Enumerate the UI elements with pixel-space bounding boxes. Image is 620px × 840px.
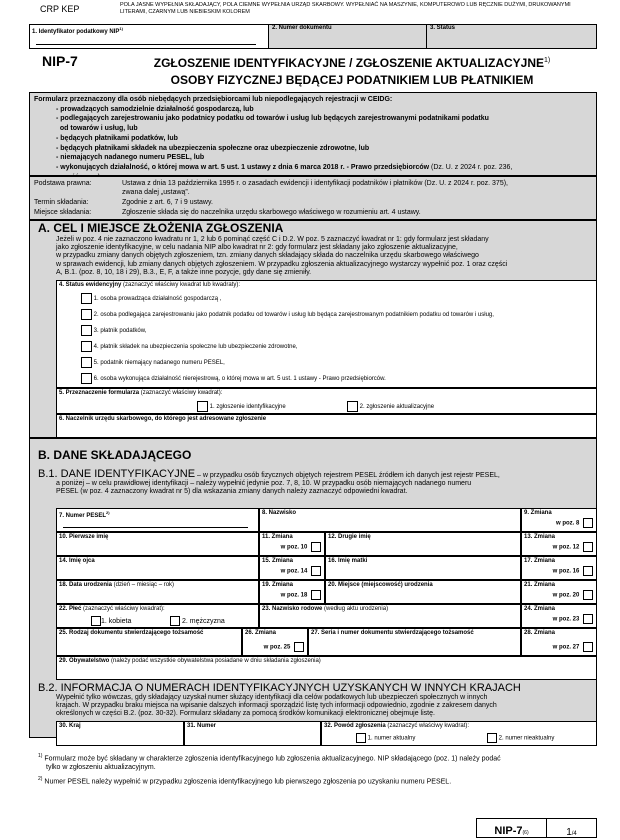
purpose-option-label: 2. zgłoszenie aktualizacyjne bbox=[359, 404, 435, 411]
reason-outdated[interactable] bbox=[487, 733, 554, 743]
checkbox[interactable] bbox=[81, 341, 92, 352]
citizenship-label: 29. Obywatelstwo bbox=[59, 658, 110, 664]
footnote-1b: tylko w zgłoszeniu aktualizacyjnym. bbox=[46, 764, 156, 772]
intro-heading: Formularz przeznaczony dla osób niebędących przedsiębiorcami lub niepodlegających rejestracji w CEIDG: bbox=[34, 96, 393, 103]
checkbox[interactable] bbox=[91, 616, 101, 626]
footnote-1: Formularz może być składany w charakterze zgłoszenia identyfikacyjnego lub zgłoszenia aktualizacyjnego. NIP składającego (poz. 1) należy podać bbox=[44, 755, 501, 763]
reason-hint: (zaznaczyć właściwy kwadrat): bbox=[385, 723, 470, 729]
place-label: Miejsce składania: bbox=[34, 209, 92, 216]
b2-title: B.2. INFORMACJA O NUMERACH IDENTYFIKACYJNYCH UZYSKANYCH W INNYCH KRAJACH bbox=[38, 682, 521, 694]
status-evidence-field bbox=[56, 280, 597, 388]
change-label: 26. Zmiana bbox=[245, 630, 277, 636]
status-option-label: 3. płatnik podatków, bbox=[93, 328, 147, 335]
footer-form: NIP-7 bbox=[494, 825, 523, 837]
change-19[interactable] bbox=[259, 580, 325, 604]
checkbox[interactable] bbox=[583, 542, 593, 552]
status-option-label: 4. płatnik składek na ubezpieczenia społeczne lub ubezpieczenie zdrowotne, bbox=[93, 344, 298, 351]
sex-female[interactable] bbox=[91, 616, 131, 626]
status-option-2[interactable] bbox=[81, 309, 494, 320]
birth-date-hint: (dzień – miesiąc – rok) bbox=[112, 582, 175, 588]
intro-bullet: - wykonujących działalność, o której mowa w art. 5 ust. 1 ustawy z dnia 6 marca 2018 r. - Prawo przedsiębiorców bbox=[56, 163, 430, 171]
checkbox[interactable] bbox=[356, 733, 366, 743]
intro-bullet: - prowadzących samodzielnie działalność gospodarczą, lub bbox=[56, 105, 254, 113]
change-11[interactable] bbox=[259, 532, 325, 556]
change-poz: w poz. 8 bbox=[555, 520, 580, 527]
legal-box bbox=[29, 176, 597, 220]
change-9[interactable] bbox=[521, 508, 597, 532]
pesel-boxes bbox=[63, 523, 248, 528]
title-line1: ZGŁOSZENIE IDENTYFIKACYJNE / ZGŁOSZENIE AKTUALIZACYJNE bbox=[153, 56, 544, 70]
checkbox[interactable] bbox=[583, 642, 593, 652]
section-a-desc-line: w przypadku zmiany danych objętych zgłoszeniem, tzn. zmiany danych składający składa do naczelnika urzędu skarbowego właściwego bbox=[56, 252, 479, 260]
change-label: 11. Zmiana bbox=[262, 534, 293, 540]
change-poz: w poz. 14 bbox=[280, 568, 308, 575]
form-code: NIP-7 bbox=[42, 53, 78, 69]
sex-option-label: 2. mężczyzna bbox=[181, 617, 225, 625]
doc-number-field bbox=[269, 24, 427, 49]
title-sup: 1) bbox=[544, 57, 551, 64]
status-label: 3. Status bbox=[430, 25, 456, 31]
change-label: 9. Zmiana bbox=[524, 510, 552, 516]
birth-surname-hint: (według aktu urodzenia) bbox=[322, 606, 389, 612]
status-option-3[interactable] bbox=[81, 325, 146, 336]
id-doc-type-field[interactable] bbox=[56, 628, 242, 656]
checkbox[interactable] bbox=[81, 309, 92, 320]
section-a-desc-line: jako zgłoszenie identyfikacyjne, w celu nadania NIP albo kwadrat nr 2: gdy formularz jest składany jako zgłoszenie aktualizacyjne, bbox=[56, 244, 458, 252]
section-a-desc-line: A, B.1. (poz. 8, 10, 18 i 29), B.3., E, F, a także inne pozycje, gdy dane się zmieniły. bbox=[56, 268, 312, 276]
mother-name-label: 16. Imię matki bbox=[328, 558, 368, 564]
checkbox[interactable] bbox=[311, 566, 321, 576]
footnotes bbox=[38, 752, 593, 787]
country-label: 30. Kraj bbox=[59, 723, 81, 729]
change-15[interactable] bbox=[259, 556, 325, 580]
status-option-label: 6. osoba wykonująca działalność nierejestrową, o której mowa w art. 5 ust. 1 ustawy - Prawo przedsiębiorców. bbox=[93, 376, 386, 383]
intro-bullet: - niemających nadanego numeru PESEL, lub bbox=[56, 154, 205, 162]
foreign-number-field[interactable] bbox=[184, 721, 321, 746]
reason-option-label: 2. numer nieaktualny bbox=[498, 735, 555, 742]
change-label: 28. Zmiana bbox=[524, 630, 556, 636]
status-option-4[interactable] bbox=[81, 341, 297, 352]
b1-desc: – w przypadku osób fizycznych objętych rejestrem PESEL źródłem ich danych jest rejestr PESEL, bbox=[195, 472, 500, 479]
place-text: Zgłoszenie składa się do naczelnika urzędu skarbowego właściwego w rozumieniu art. 4 ustawy. bbox=[122, 209, 421, 216]
footnote-mark: 1) bbox=[38, 753, 43, 759]
second-name-field[interactable] bbox=[325, 532, 521, 556]
intro-box bbox=[29, 92, 597, 176]
change-label: 13. Zmiana bbox=[524, 534, 556, 540]
birth-place-field[interactable] bbox=[325, 580, 521, 604]
checkbox[interactable] bbox=[81, 357, 92, 368]
nip-sup: 1) bbox=[119, 26, 123, 31]
citizenship-field[interactable] bbox=[56, 656, 597, 680]
status-option-5[interactable] bbox=[81, 357, 225, 368]
change-21[interactable] bbox=[521, 580, 597, 604]
pesel-sup: 2) bbox=[106, 510, 110, 515]
b2-desc-line: określonych w części B.2. (poz. 30-32). Formularz składany za pomocą środków komunikacji elektronicznej obejmuje listę. bbox=[56, 710, 435, 717]
checkbox[interactable] bbox=[311, 542, 321, 552]
change-label: 15. Zmiana bbox=[262, 558, 294, 564]
purpose-identification[interactable] bbox=[197, 401, 286, 412]
term-label: Termin składania: bbox=[34, 199, 89, 206]
footer-pages: /4 bbox=[571, 831, 577, 837]
section-a-desc-line: w sprawach ewidencji, lub zmiany danych objętych zgłoszeniem. W przypadku zgłoszenia aktualizacyjnego wystarczy wypełnić poz. 1 oraz części bbox=[56, 260, 508, 268]
sex-hint: (zaznaczyć właściwy kwadrat): bbox=[81, 606, 165, 612]
checkbox[interactable] bbox=[81, 325, 92, 336]
b1-desc-line: PESEL (w poz. 4 zaznaczony kwadrat nr 5) dla wskazania zmiany danych należy zaznaczyć odpowiedni kwadrat. bbox=[56, 488, 408, 496]
form-purpose-field bbox=[56, 388, 597, 414]
checkbox[interactable] bbox=[583, 566, 593, 576]
sex-label: 22. Płeć bbox=[59, 606, 82, 612]
b2-desc-line: krajach. W przypadku braku miejsca na wpisanie dalszych informacji sporządzić listę tych informacji odpowiednio, zgodnie z zakresem danych bbox=[56, 702, 497, 709]
footnote-mark: 2) bbox=[38, 776, 43, 783]
nip-label: 1. Identyfikator podatkowy NIP bbox=[32, 29, 120, 35]
change-label: 19. Zmiana bbox=[262, 582, 294, 588]
checkbox[interactable] bbox=[170, 616, 180, 626]
foreign-number-label: 31. Numer bbox=[187, 723, 217, 729]
footer-page bbox=[546, 818, 597, 838]
change-poz: w poz. 23 bbox=[552, 616, 580, 623]
checkbox[interactable] bbox=[583, 614, 593, 624]
status-option-6[interactable] bbox=[81, 373, 386, 384]
purpose-option-label: 1. zgłoszenie identyfikacyjne bbox=[209, 404, 286, 411]
intro-bullet: - podlegających zarejestrowaniu jako podatnicy podatku od towarów i usług lub będących zarejestrowanymi podatnikami podatku bbox=[56, 115, 489, 123]
tax-office-field[interactable] bbox=[56, 414, 597, 438]
status-option-label: 2. osoba podlegająca zarejestrowaniu jako podatnik podatku od towarów i usług lub będąca zarejestrowanym podatnikiem podatku od towarów i usług, bbox=[93, 312, 494, 319]
checkbox[interactable] bbox=[487, 733, 497, 743]
section-a-desc-line: Jeżeli w poz. 4 nie zaznaczono kwadratu nr 1, 2 lub 6 pominąć część C i D.2. W poz. 5 zaznaczyć kwadrat nr 1: gdy formularz jest składany bbox=[56, 236, 489, 243]
footer-version: (6) bbox=[522, 830, 529, 836]
change-17[interactable] bbox=[521, 556, 597, 580]
pesel-field[interactable] bbox=[56, 508, 259, 532]
b2-desc-line: Wypełnić tylko wówczas, gdy składający uzyskał numer służący identyfikacji dla celów podatkowych lub ubezpieczeń społecznych w innych bbox=[56, 694, 488, 701]
fill-instruction: POLA JASNE WYPEŁNIA SKŁADAJĄCY, POLA CIEMNE WYPEŁNIA URZĄD SKARBOWY. WYPEŁNIAĆ NA MASZYNIE, KOMPUTEROWO LUB RĘCZNIE DUŻYMI, DRUKOWANYMI LITERAMI, CZARNYM LUB NIEBIESKIM KOLOREM bbox=[120, 2, 571, 15]
basis-text: Ustawa z dnia 13 października 1995 r. o zasadach ewidencji i identyfikacji podatników i płatników (Dz. U. z 2024 r. poz. 375), bbox=[122, 180, 508, 187]
crp-kep-label: CRP KEP bbox=[40, 4, 80, 14]
tax-office-label: 6. Naczelnik urzędu skarbowego, do którego jest adresowane zgłoszenie bbox=[59, 416, 267, 422]
section-a-desc bbox=[56, 236, 591, 277]
checkbox[interactable] bbox=[81, 293, 92, 304]
status-option-label: 5. podatnik niemający nadanego numeru PESEL, bbox=[93, 360, 225, 367]
reason-field bbox=[321, 721, 597, 746]
pesel-label: 7. Numer PESEL bbox=[59, 513, 107, 519]
purpose-hint: (zaznaczyć właściwy kwadrat): bbox=[139, 390, 223, 396]
change-24[interactable] bbox=[521, 604, 597, 628]
country-field[interactable] bbox=[56, 721, 184, 746]
first-name-field[interactable] bbox=[56, 532, 259, 556]
birth-date-label: 18. Data urodzenia bbox=[59, 582, 113, 588]
b1-title: B.1. DANE IDENTYFIKACYJNE bbox=[38, 468, 196, 480]
change-26[interactable] bbox=[242, 628, 308, 656]
b2-header bbox=[38, 682, 593, 718]
status-option-label: 1. osoba prowadząca działalność gospodarczą , bbox=[93, 296, 222, 303]
footnote-2: Numer PESEL należy wypełnić w przypadku zgłoszenia identyfikacyjnego lub pierwszego zgłoszenia po uzyskaniu numeru PESEL. bbox=[44, 778, 452, 786]
status-evidence-label: 4. Status ewidencyjny bbox=[59, 282, 122, 288]
status-option-1[interactable] bbox=[81, 293, 221, 304]
intro-bullet: - będących płatnikami składek na ubezpieczenia społeczne oraz ubezpieczenie zdrowotne, lub bbox=[56, 144, 370, 152]
b1-desc-line: a poniżej – w celu prawidłowej identyfikacji – należy wypełnić jedynie poz. 7, 8, 10. W przypadku osób niemających nadanego numeru bbox=[56, 480, 472, 488]
change-poz: w poz. 20 bbox=[552, 592, 580, 599]
id-doc-number-field[interactable] bbox=[308, 628, 521, 656]
change-label: 17. Zmiana bbox=[524, 558, 556, 564]
surname-field[interactable] bbox=[259, 508, 521, 532]
purpose-label: 5. Przeznaczenie formularza bbox=[59, 390, 140, 396]
surname-label: 8. Nazwisko bbox=[262, 510, 297, 516]
reason-label: 32. Powód zgłoszenia bbox=[324, 723, 386, 729]
nip-field[interactable] bbox=[29, 24, 269, 49]
sex-field bbox=[56, 604, 259, 628]
doc-number-label: 2. Numer dokumentu bbox=[272, 25, 332, 31]
intro-bullet: - będących płatnikami podatków, lub bbox=[56, 134, 178, 142]
nip-boxes bbox=[36, 40, 256, 45]
basis-text2: zwana dalej „ustawą”. bbox=[122, 189, 190, 196]
id-doc-number-label: 27. Seria i numer dokumentu stwierdzającego tożsamość bbox=[311, 630, 474, 636]
birth-surname-field[interactable] bbox=[259, 604, 521, 628]
change-poz: w poz. 16 bbox=[552, 568, 580, 575]
father-name-label: 14. Imię ojca bbox=[59, 558, 95, 564]
second-name-label: 12. Drugie imię bbox=[328, 534, 371, 540]
checkbox[interactable] bbox=[583, 590, 593, 600]
birth-place-label: 20. Miejsce (miejscowość) urodzenia bbox=[328, 582, 433, 588]
change-poz: w poz. 27 bbox=[552, 644, 580, 651]
status-evidence-hint: (zaznaczyć właściwy kwadrat lub kwadraty): bbox=[121, 282, 241, 288]
change-label: 24. Zmiana bbox=[524, 606, 556, 612]
checkbox[interactable] bbox=[81, 373, 92, 384]
intro-bullet-ref: (Dz. U. z 2024 r. poz. 236, bbox=[429, 163, 513, 171]
father-name-field[interactable] bbox=[56, 556, 259, 580]
section-b-title: B. DANE SKŁADAJĄCEGO bbox=[38, 448, 192, 462]
form-title bbox=[112, 52, 592, 89]
checkbox[interactable] bbox=[311, 590, 321, 600]
citizenship-hint: (należy podać wszystkie obywatelstwa posiadane w dniu składania zgłoszenia) bbox=[109, 658, 321, 664]
footer-form-id bbox=[476, 818, 546, 838]
id-doc-type-label: 25. Rodzaj dokumentu stwierdzającego tożsamość bbox=[59, 630, 204, 636]
sex-male[interactable] bbox=[170, 616, 225, 626]
title-line2: OSOBY FIZYCZNEJ BĘDĄCEJ PODATNIKIEM LUB PŁATNIKIEM bbox=[170, 73, 534, 87]
mother-name-field[interactable] bbox=[325, 556, 521, 580]
change-28[interactable] bbox=[521, 628, 597, 656]
change-13[interactable] bbox=[521, 532, 597, 556]
reason-option-label: 1. numer aktualny bbox=[367, 735, 416, 742]
birth-surname-label: 23. Nazwisko rodowe bbox=[262, 606, 323, 612]
checkbox[interactable] bbox=[583, 518, 593, 528]
checkbox[interactable] bbox=[347, 401, 358, 412]
checkbox[interactable] bbox=[294, 642, 304, 652]
first-name-label: 10. Pierwsze imię bbox=[59, 534, 109, 540]
footer-page-number: 1 bbox=[566, 827, 572, 838]
change-poz: w poz. 18 bbox=[280, 592, 308, 599]
checkbox[interactable] bbox=[197, 401, 208, 412]
change-poz: w poz. 25 bbox=[263, 644, 291, 651]
change-label: 21. Zmiana bbox=[524, 582, 556, 588]
intro-bullet: od towarów i usług, lub bbox=[56, 125, 138, 133]
term-text: Zgodnie z art. 6, 7 i 9 ustawy. bbox=[122, 199, 213, 206]
reason-current[interactable] bbox=[356, 733, 415, 743]
sex-option-label: 1. kobieta bbox=[101, 617, 132, 625]
change-poz: w poz. 10 bbox=[280, 544, 308, 551]
purpose-update[interactable] bbox=[347, 401, 434, 412]
b1-header bbox=[38, 470, 593, 497]
birth-date-field[interactable] bbox=[56, 580, 259, 604]
change-poz: w poz. 12 bbox=[552, 544, 580, 551]
section-a-title: A. CEL I MIEJSCE ZŁOŻENIA ZGŁOSZENIA bbox=[38, 221, 284, 235]
basis-label: Podstawa prawna: bbox=[34, 180, 92, 187]
status-field bbox=[427, 24, 597, 49]
